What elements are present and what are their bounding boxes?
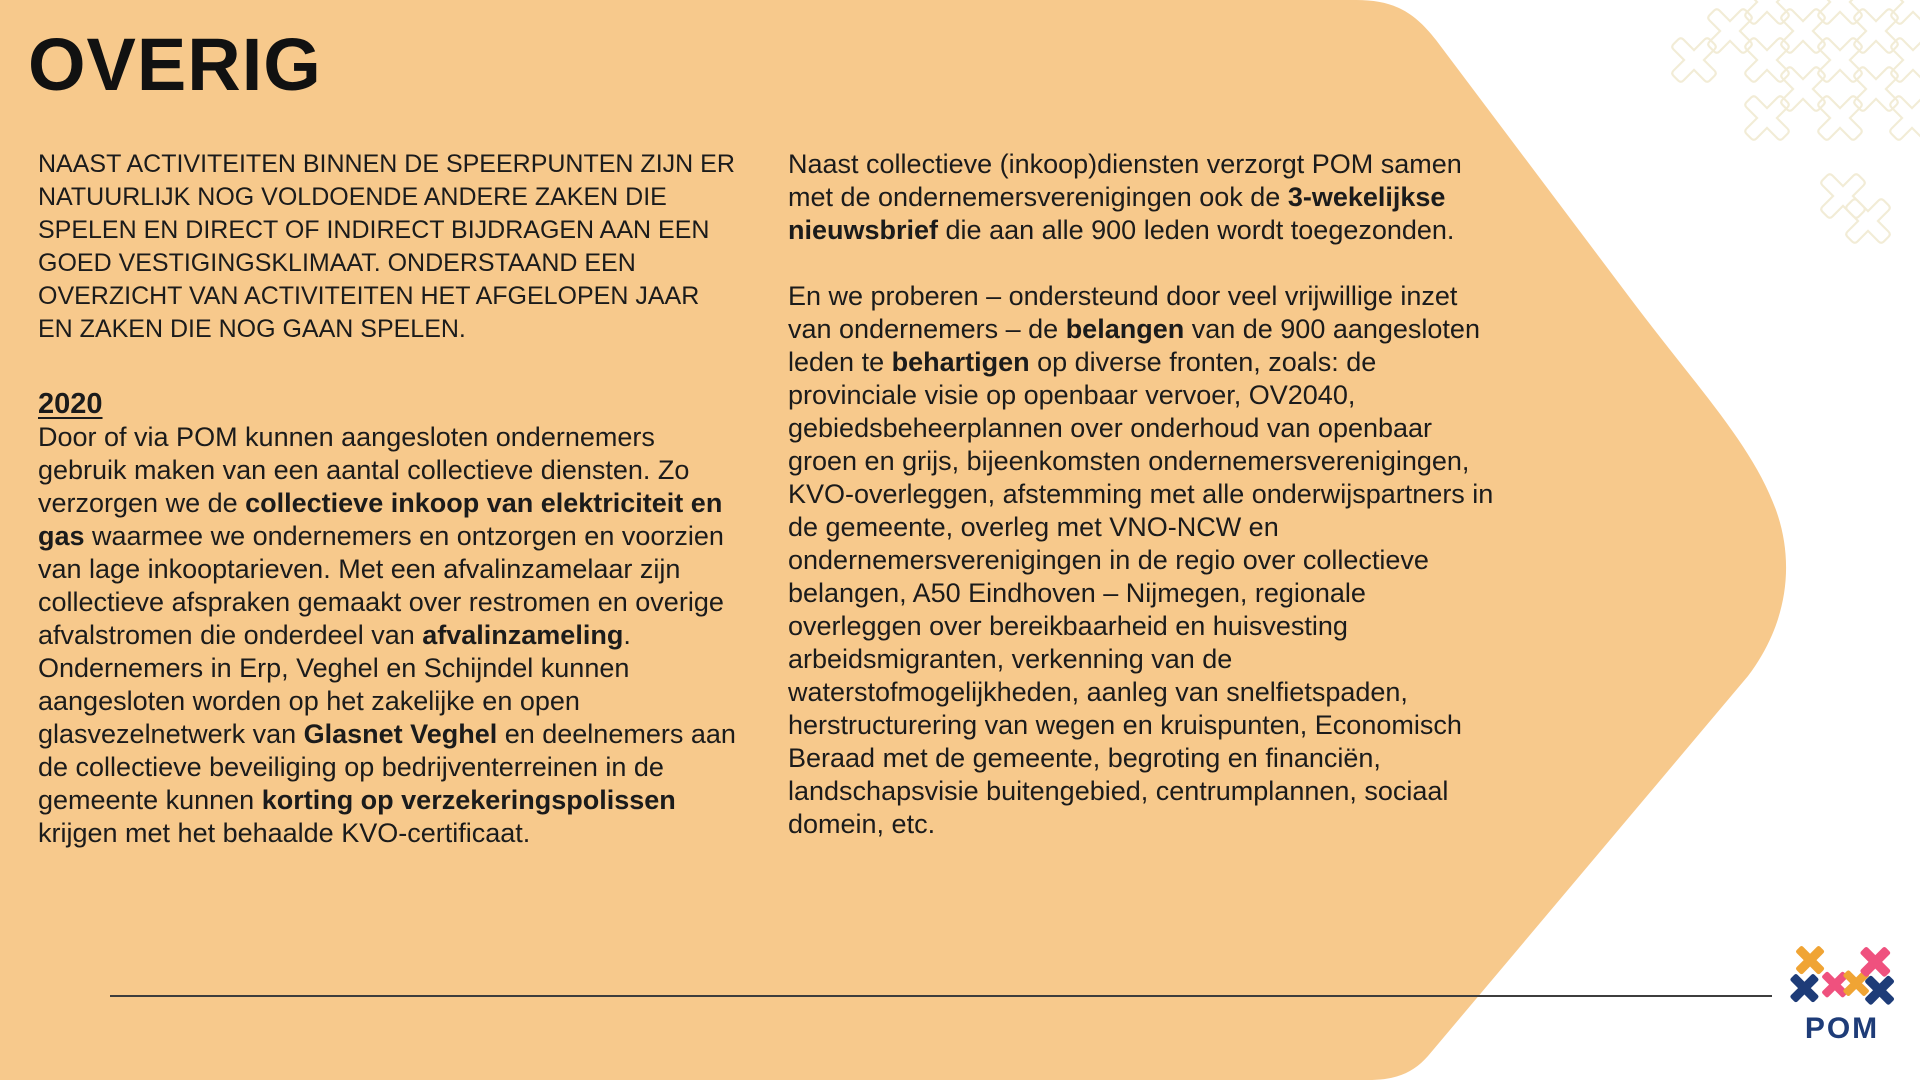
- year-heading: 2020: [38, 388, 103, 420]
- pom-logo-marks-icon: [1786, 942, 1898, 1008]
- right-paragraph-advocacy: En we proberen – ondersteund door veel vrijwillige inzet van ondernemers – de belangen van de 900 aangesloten leden te behartigen op diverse fronten, zoals: de provinciale visie op openbaar vervoer, OV2040, gebiedsbeheerplannen over onderhoud van openbaar groen en grijs, bijeenkomsten ondernemersverenigingen, KVO-overleggen, afstemming met alle onderwijspartners in de gemeente, overleg met VNO-NCW en ondernemersverenigingen in de regio over collectieve belangen, A50 Eindhoven – Nijmegen, regionale overleggen over bereikbaarheid en huisvesting arbeidsmigranten, verkenning van de waterstofmogelijkheden, aanleg van snelfietspaden, herstructurering van wegen en kruispunten, Economisch Beraad met de gemeente, begroting en financiën, landschapsvisie buitengebied, centrumplannen, sociaal domein, etc.: [788, 281, 1494, 839]
- right-column: [788, 148, 1494, 841]
- page-title: OVERIG: [28, 23, 322, 106]
- left-paragraph: Door of via POM kunnen aangesloten ondernemers gebruik maken van een aantal collectieve diensten. Zo verzorgen we de collectieve inkoop van elektriciteit en gas waarmee we ondernemers en ontzorgen en voorzien van lage inkooptarieven. Met een afvalinzamelaar zijn collectieve afspraken gemaakt over restromen en overige afvalstromen die onderdeel van afvalinzameling. Ondernemers in Erp, Veghel en Schijndel kunnen aangesloten worden op het zakelijke en open glasvezelnetwerk van Glasnet Veghel en deelnemers aan de collectieve beveiliging op bedrijventerreinen in de gemeente kunnen korting op verzekeringspolissen krijgen met het behaalde KVO-certificaat.: [38, 422, 736, 848]
- pom-logo: [1786, 942, 1898, 1045]
- divider-line: [110, 995, 1772, 997]
- right-paragraph-newsletter: Naast collectieve (inkoop)diensten verzorgt POM samen met de ondernemersverenigingen ook de 3-wekelijkse nieuwsbrief die aan alle 900 leden wordt toegezonden.: [788, 149, 1462, 245]
- pom-logo-wordmark: POM: [1804, 1012, 1880, 1045]
- left-column: [38, 148, 738, 850]
- x-pattern-group: [1658, 0, 1920, 257]
- intro-text: NAAST ACTIVITEITEN BINNEN DE SPEERPUNTEN ZIJN ER NATUURLIJK NOG VOLDOENDE ANDERE ZAKEN DIE SPELEN EN DIRECT OF INDIRECT BIJDRAGEN AAN EEN GOED VESTIGINGSKLIMAAT. ONDERSTAAND EEN OVERZICHT VAN ACTIVITEITEN HET AFGELOPEN JAAR EN ZAKEN DIE NOG GAAN SPELEN.: [38, 150, 735, 343]
